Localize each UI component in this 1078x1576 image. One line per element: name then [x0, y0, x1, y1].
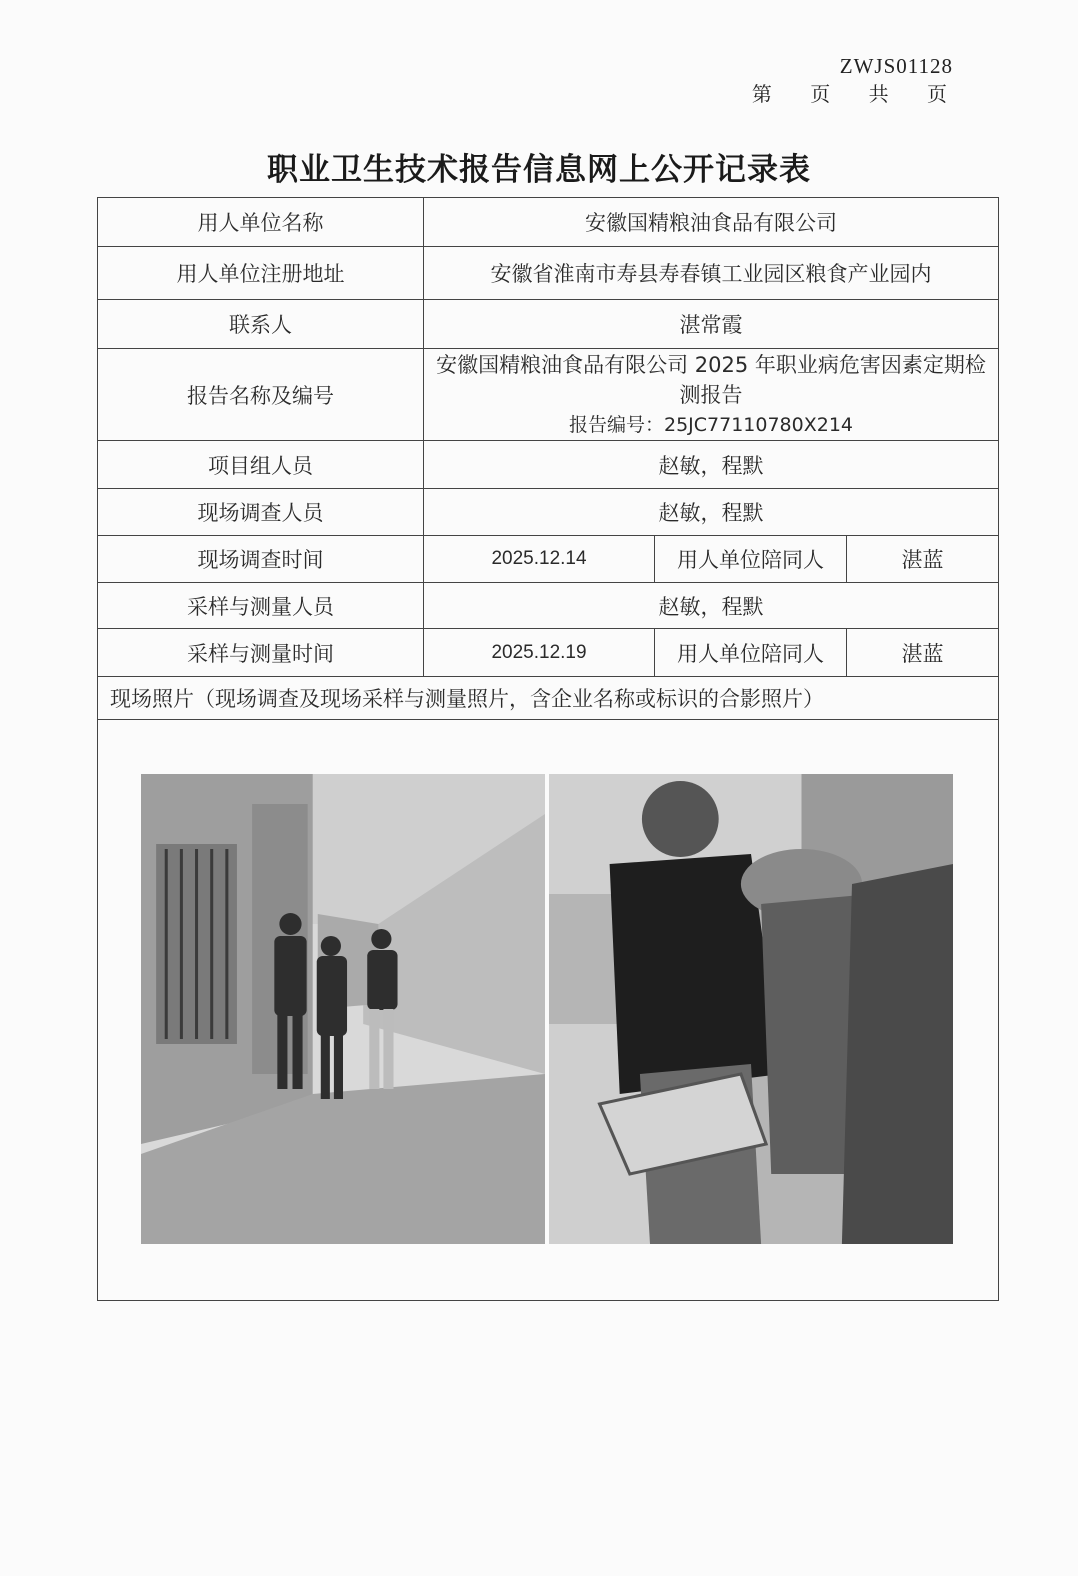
- photos-label: 现场照片（现场调查及现场采样与测量照片，含企业名称或标识的合影照片）: [98, 677, 999, 720]
- contact-label: 联系人: [98, 300, 424, 349]
- team-value: 赵敏，程默: [424, 441, 999, 489]
- sampling-escort-label: 用人单位陪同人: [655, 629, 847, 677]
- table-row: [98, 720, 999, 1301]
- table-row: [98, 247, 999, 300]
- photo-gate-image: [141, 774, 545, 1244]
- sampling-time-value: 2025.12.19: [424, 629, 655, 677]
- survey-escort-label: 用人单位陪同人: [655, 536, 847, 583]
- sampling-staff-value: 赵敏，程默: [424, 583, 999, 629]
- employer-name-label: 用人单位名称: [98, 198, 424, 247]
- team-label: 项目组人员: [98, 441, 424, 489]
- photo-sampling-image: [549, 774, 953, 1244]
- table-row: [98, 349, 999, 441]
- table-row: [98, 536, 999, 583]
- survey-staff-value: 赵敏，程默: [424, 489, 999, 536]
- report-cell: [424, 349, 999, 441]
- survey-time-label: 现场调查时间: [98, 536, 424, 583]
- sampling-staff-label: 采样与测量人员: [98, 583, 424, 629]
- table-row: [98, 300, 999, 349]
- report-label: 报告名称及编号: [98, 349, 424, 441]
- table-row: [98, 198, 999, 247]
- employer-name-value: 安徽国精粮油食品有限公司: [424, 198, 999, 247]
- record-table: [97, 197, 999, 1301]
- report-code-value: 报告编号：25JC77110780X214: [568, 413, 854, 436]
- page-number-line: 第 页 共 页: [751, 82, 953, 106]
- photo-strip: [141, 774, 953, 1244]
- contact-value: 湛常霞: [424, 300, 999, 349]
- table-row: [98, 629, 999, 677]
- employer-address-value: 安徽省淮南市寿县寿春镇工业园区粮食产业园内: [424, 247, 999, 300]
- sampling-escort-value: 湛蓝: [847, 629, 999, 677]
- report-name-value: 安徽国精粮油食品有限公司 2025 年职业病危害因素定期检测报告: [436, 352, 986, 407]
- page-title: 职业卫生技术报告信息网上公开记录表: [267, 152, 811, 188]
- table-row: [98, 489, 999, 536]
- sampling-time-label: 采样与测量时间: [98, 629, 424, 677]
- table-row: [98, 583, 999, 629]
- document-code: ZWJS01128: [839, 54, 953, 78]
- employer-address-label: 用人单位注册地址: [98, 247, 424, 300]
- document-header: [752, 52, 953, 108]
- survey-escort-value: 湛蓝: [847, 536, 999, 583]
- survey-time-value: 2025.12.14: [424, 536, 655, 583]
- table-row: [98, 441, 999, 489]
- photo-on-site-sampling: [549, 774, 953, 1244]
- photo-factory-gate-group: [141, 774, 545, 1244]
- survey-staff-label: 现场调查人员: [98, 489, 424, 536]
- photos-cell: [98, 720, 999, 1301]
- table-row: [98, 677, 999, 720]
